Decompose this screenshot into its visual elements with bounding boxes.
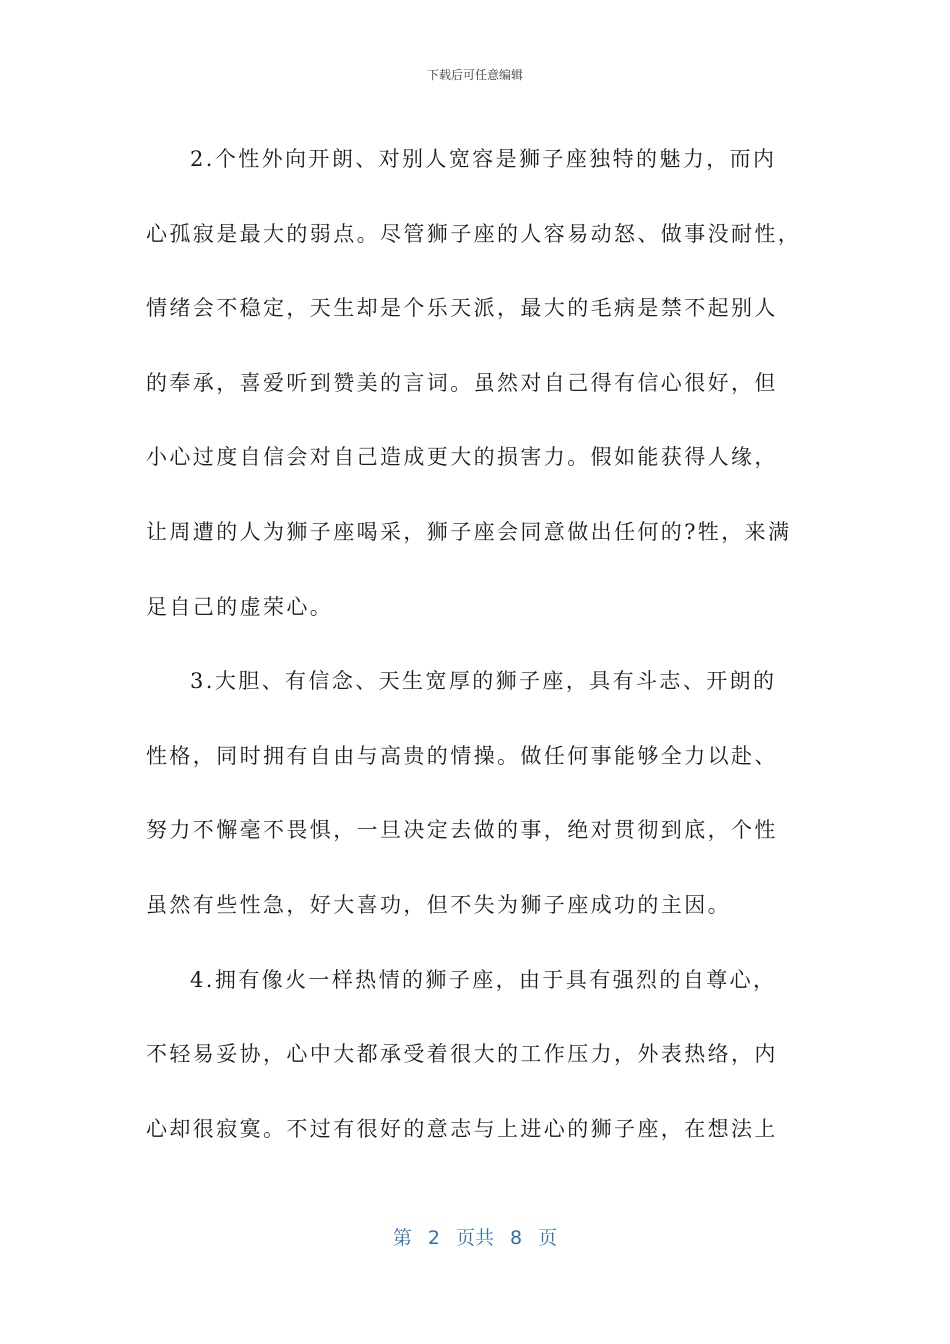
page-footer [0,1224,950,1252]
paragraph-line: 4.拥有像火一样热情的狮子座，由于具有强烈的自尊心， [190,967,777,992]
paragraph-line: 努力不懈毫不畏惧，一旦决定去做的事，绝对贯彻到底，个性 [146,818,778,843]
paragraph-line: 足自己的虚荣心。 [146,594,334,619]
footer-suffix: 页 [538,1227,558,1249]
footer-middle: 页共 [455,1227,494,1249]
current-page-number: 2 [427,1227,440,1249]
paragraph-line: 2.个性外向开朗、对别人宽容是狮子座独特的魅力，而内 [190,147,777,171]
paragraph-line: 让周遭的人为狮子座喝采，狮子座会同意做出任何的?牲，来满 [146,519,792,544]
footer-prefix: 第 [392,1227,412,1249]
paragraph-line: 心孤寂是最大的弱点。尽管狮子座的人容易动怒、做事没耐性， [146,221,802,246]
page-header: 下载后可任意编辑 [426,68,523,82]
total-page-number: 8 [510,1227,523,1249]
paragraph-line: 小心过度自信会对自己造成更大的损害力。假如能获得人缘， [146,445,778,470]
paragraph-line: 性格，同时拥有自由与高贵的情操。做任何事能够全力以赴、 [146,743,778,768]
paragraph-line: 心却很寂寞。不过有很好的意志与上进心的狮子座，在想法上 [146,1116,778,1141]
document-body [146,122,806,1166]
paragraph-line: 情绪会不稳定，天生却是个乐天派，最大的毛病是禁不起别人 [146,296,778,321]
paragraph-line: 3.大胆、有信念、天生宽厚的狮子座，具有斗志、开朗的 [190,669,777,694]
paragraph-line: 不轻易妥协，心中大都承受着很大的工作压力，外表热络，内 [146,1042,778,1067]
paragraph-line: 的奉承，喜爱听到赞美的言词。虽然对自己得有信心很好，但 [146,370,778,395]
paragraph-line: 虽然有些性急，好大喜功，但不失为狮子座成功的主因。 [146,892,731,917]
